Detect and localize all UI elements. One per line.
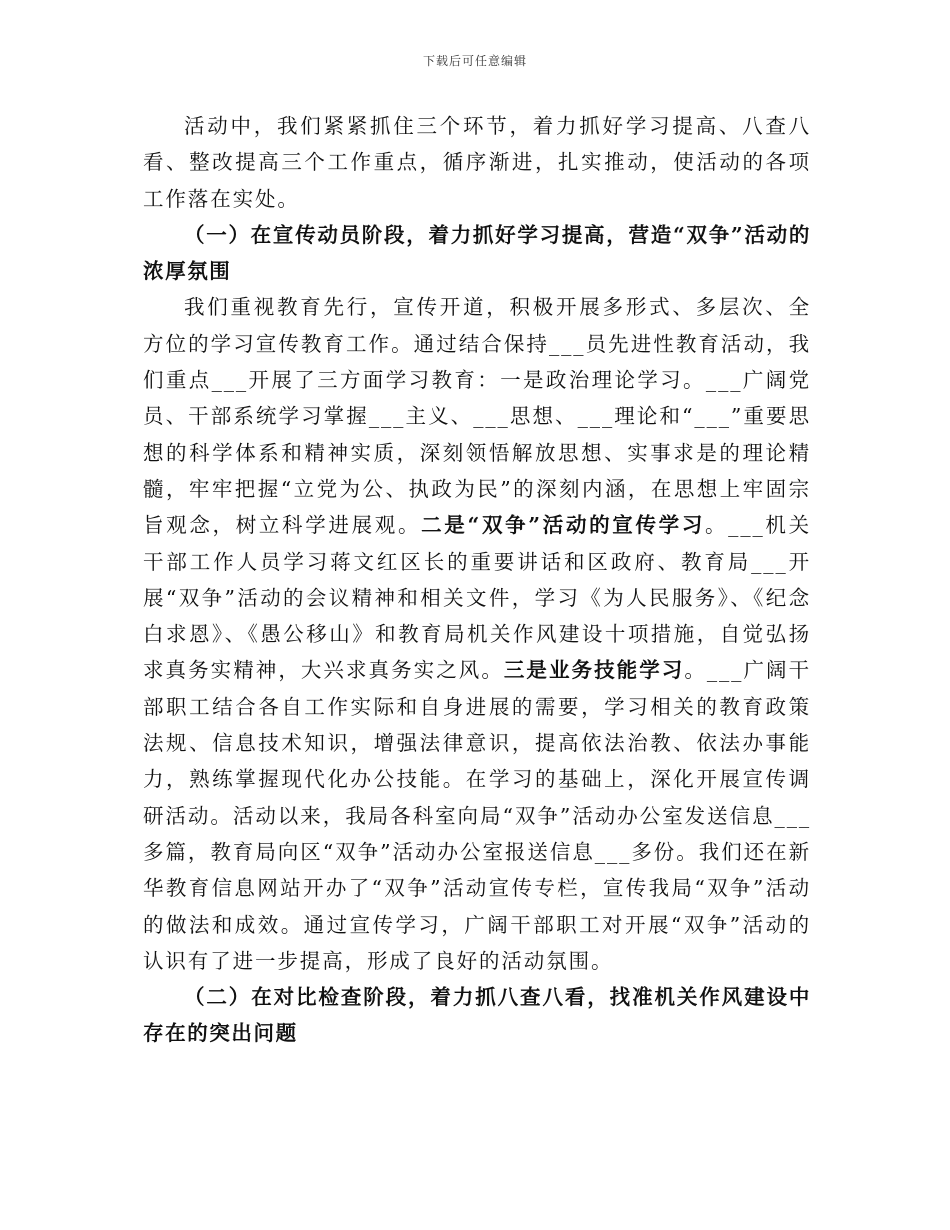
intro-paragraph: 活动中，我们紧紧抓住三个环节，着力抓好学习提高、八查八看、整改提高三个工作重点，循序渐进，扎实推动，使活动的各项工作落在实处。 — [143, 114, 811, 211]
document-body — [143, 108, 811, 1052]
section-heading-2: （二）在对比检查阶段，着力抓八查八看，找准机关作风建设中存在的突出问题 — [143, 985, 811, 1046]
paragraph-text: 。___机关干部工作人员学习蒋文红区长的重要讲话和区政府、教育局___开展“双争”活动的会议精神和相关文件，学习《为人民服务》、《纪念白求恩》、《愚公移山》和教育局机关作风建设十项措施，自觉弘扬求真务实精神，大兴求真务实之风。 — [143, 513, 811, 683]
paragraph-text: 我们重视教育先行，宣传开道，积极开展多形式、多层次、全方位的学习宣传教育工作。通过结合保持___员先进性教育活动，我们重点___开展了三方面学习教育：一是政治理论学习。___广阔党员、干部系统学习掌握___主义、___思想、___理论和“___”重要思想的科学体系和精神实质，深刻领悟解放思想、实事求是的理论精髓，牢牢把握“立党为公、执政为民”的深刻内涵，在思想上牢固宗旨观念，树立科学进展观。 — [143, 295, 811, 538]
section-1-paragraph — [143, 289, 811, 979]
bold-phrase-second-point: 二是“双争”活动的宣传学习 — [421, 513, 705, 538]
bold-phrase-third-point: 三是业务技能学习 — [503, 658, 685, 683]
page-header: 下载后可任意编辑 — [422, 54, 527, 68]
section-heading-1: （一）在宣传动员阶段，着力抓好学习提高，营造“双争”活动的浓厚氛围 — [143, 222, 811, 284]
paragraph-text: 。___广阔干部职工结合各自工作实际和自身进展的需要，学习相关的教育政策法规、信息技术知识，增强法律意识，提高依法治教、依法办事能力，熟练掌握现代化办公技能。在学习的基础上，深化开展宣传调研活动。活动以来，我局各科室向局“双争”活动办公室发送信息___多篇，教育局向区“双争”活动办公室报送信息___多份。我们还在新华教育信息网站开办了“双争”活动宣传专栏，宣传我局“双争”活动的做法和成效。通过宣传学习，广阔干部职工对开展“双争”活动的认识有了进一步提高，形成了良好的活动氛围。 — [143, 658, 811, 973]
